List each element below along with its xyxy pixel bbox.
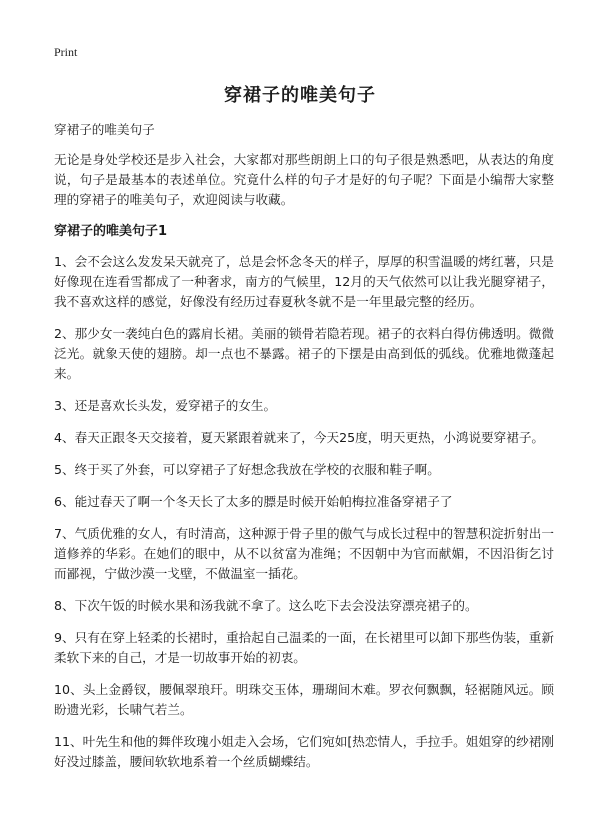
list-item: 4、春天正跟冬天交接着，夏天紧跟着就来了，今天25度，明天更热，小鸿说要穿裙子。 [54, 430, 545, 445]
list-item: 10、头上金爵钗，腰佩翠琅玕。明珠交玉体，珊瑚间木难。罗衣何飘飘，轻裾随风远。顾盼遗光彩，长啸气若兰。 [54, 682, 554, 717]
list-item: 11、叶先生和他的舞伴玫瑰小姐走入会场，它们宛如[热恋情人，手拉手。姐姐穿的纱裙刚好没过膝盖，腰间软软地系着一个丝质蝴蝶结。 [54, 734, 554, 769]
list-item: 5、终于买了外套，可以穿裙子了好想念我放在学校的衣服和鞋子啊。 [54, 462, 440, 477]
list-item: 7、气质优雅的女人，有时清高，这种源于骨子里的傲气与成长过程中的智慧积淀折射出一道修养的华彩。在她们的眼中，从不以贫富为准绳；不因朝中为官而献媚，不因沿街乞讨而鄙视，宁做沙漠一戈壁，不做温室一插花。 [54, 526, 554, 581]
article-subtitle: 穿裙子的唯美句子 [54, 122, 155, 137]
list-item: 1、会不会这么发发呆天就亮了，总是会怀念冬天的样子，厚厚的积雪温暖的烤红薯，只是好像现在连看雪都成了一种奢求，南方的气候里，12月的天气依然可以让我光腿穿裙子，我不喜欢这样的感觉，好像没有经历过春夏秋冬就不是一年里最完整的经历。 [54, 254, 554, 309]
list-item: 8、下次午饭的时候水果和汤我就不拿了。这么吃下去会没法穿漂亮裙子的。 [54, 598, 478, 613]
list-item: 6、能过春天了啊一个冬天长了太多的膘是时候开始帕梅拉准备穿裙子了 [54, 494, 453, 509]
intro-paragraph: 无论是身处学校还是步入社会，大家都对那些朗朗上口的句子很是熟悉吧，从表达的角度说，句子是最基本的表述单位。究竟什么样的句子才是好的句子呢？下面是小编帮大家整理的穿裙子的唯美句子，欢迎阅读与收藏。 [54, 152, 554, 207]
print-link[interactable]: Print [54, 45, 78, 59]
list-item: 3、还是喜欢长头发，爱穿裙子的女生。 [54, 398, 277, 413]
section-heading: 穿裙子的唯美句子1 [54, 224, 168, 239]
article-body [54, 120, 554, 784]
list-item: 2、那少女一袭纯白色的露肩长裙。美丽的锁骨若隐若现。裙子的衣料白得仿佛透明。微微泛光。就象天使的翅膀。却一点也不暴露。裙子的下摆是由高到低的弧线。优雅地微蓬起来。 [54, 326, 554, 381]
list-item: 9、只有在穿上轻柔的长裙时，重拾起自己温柔的一面，在长裙里可以卸下那些伪装，重新柔软下来的自己，才是一切故事开始的初衷。 [54, 630, 554, 665]
page-title: 穿裙子的唯美句子 [224, 85, 376, 106]
